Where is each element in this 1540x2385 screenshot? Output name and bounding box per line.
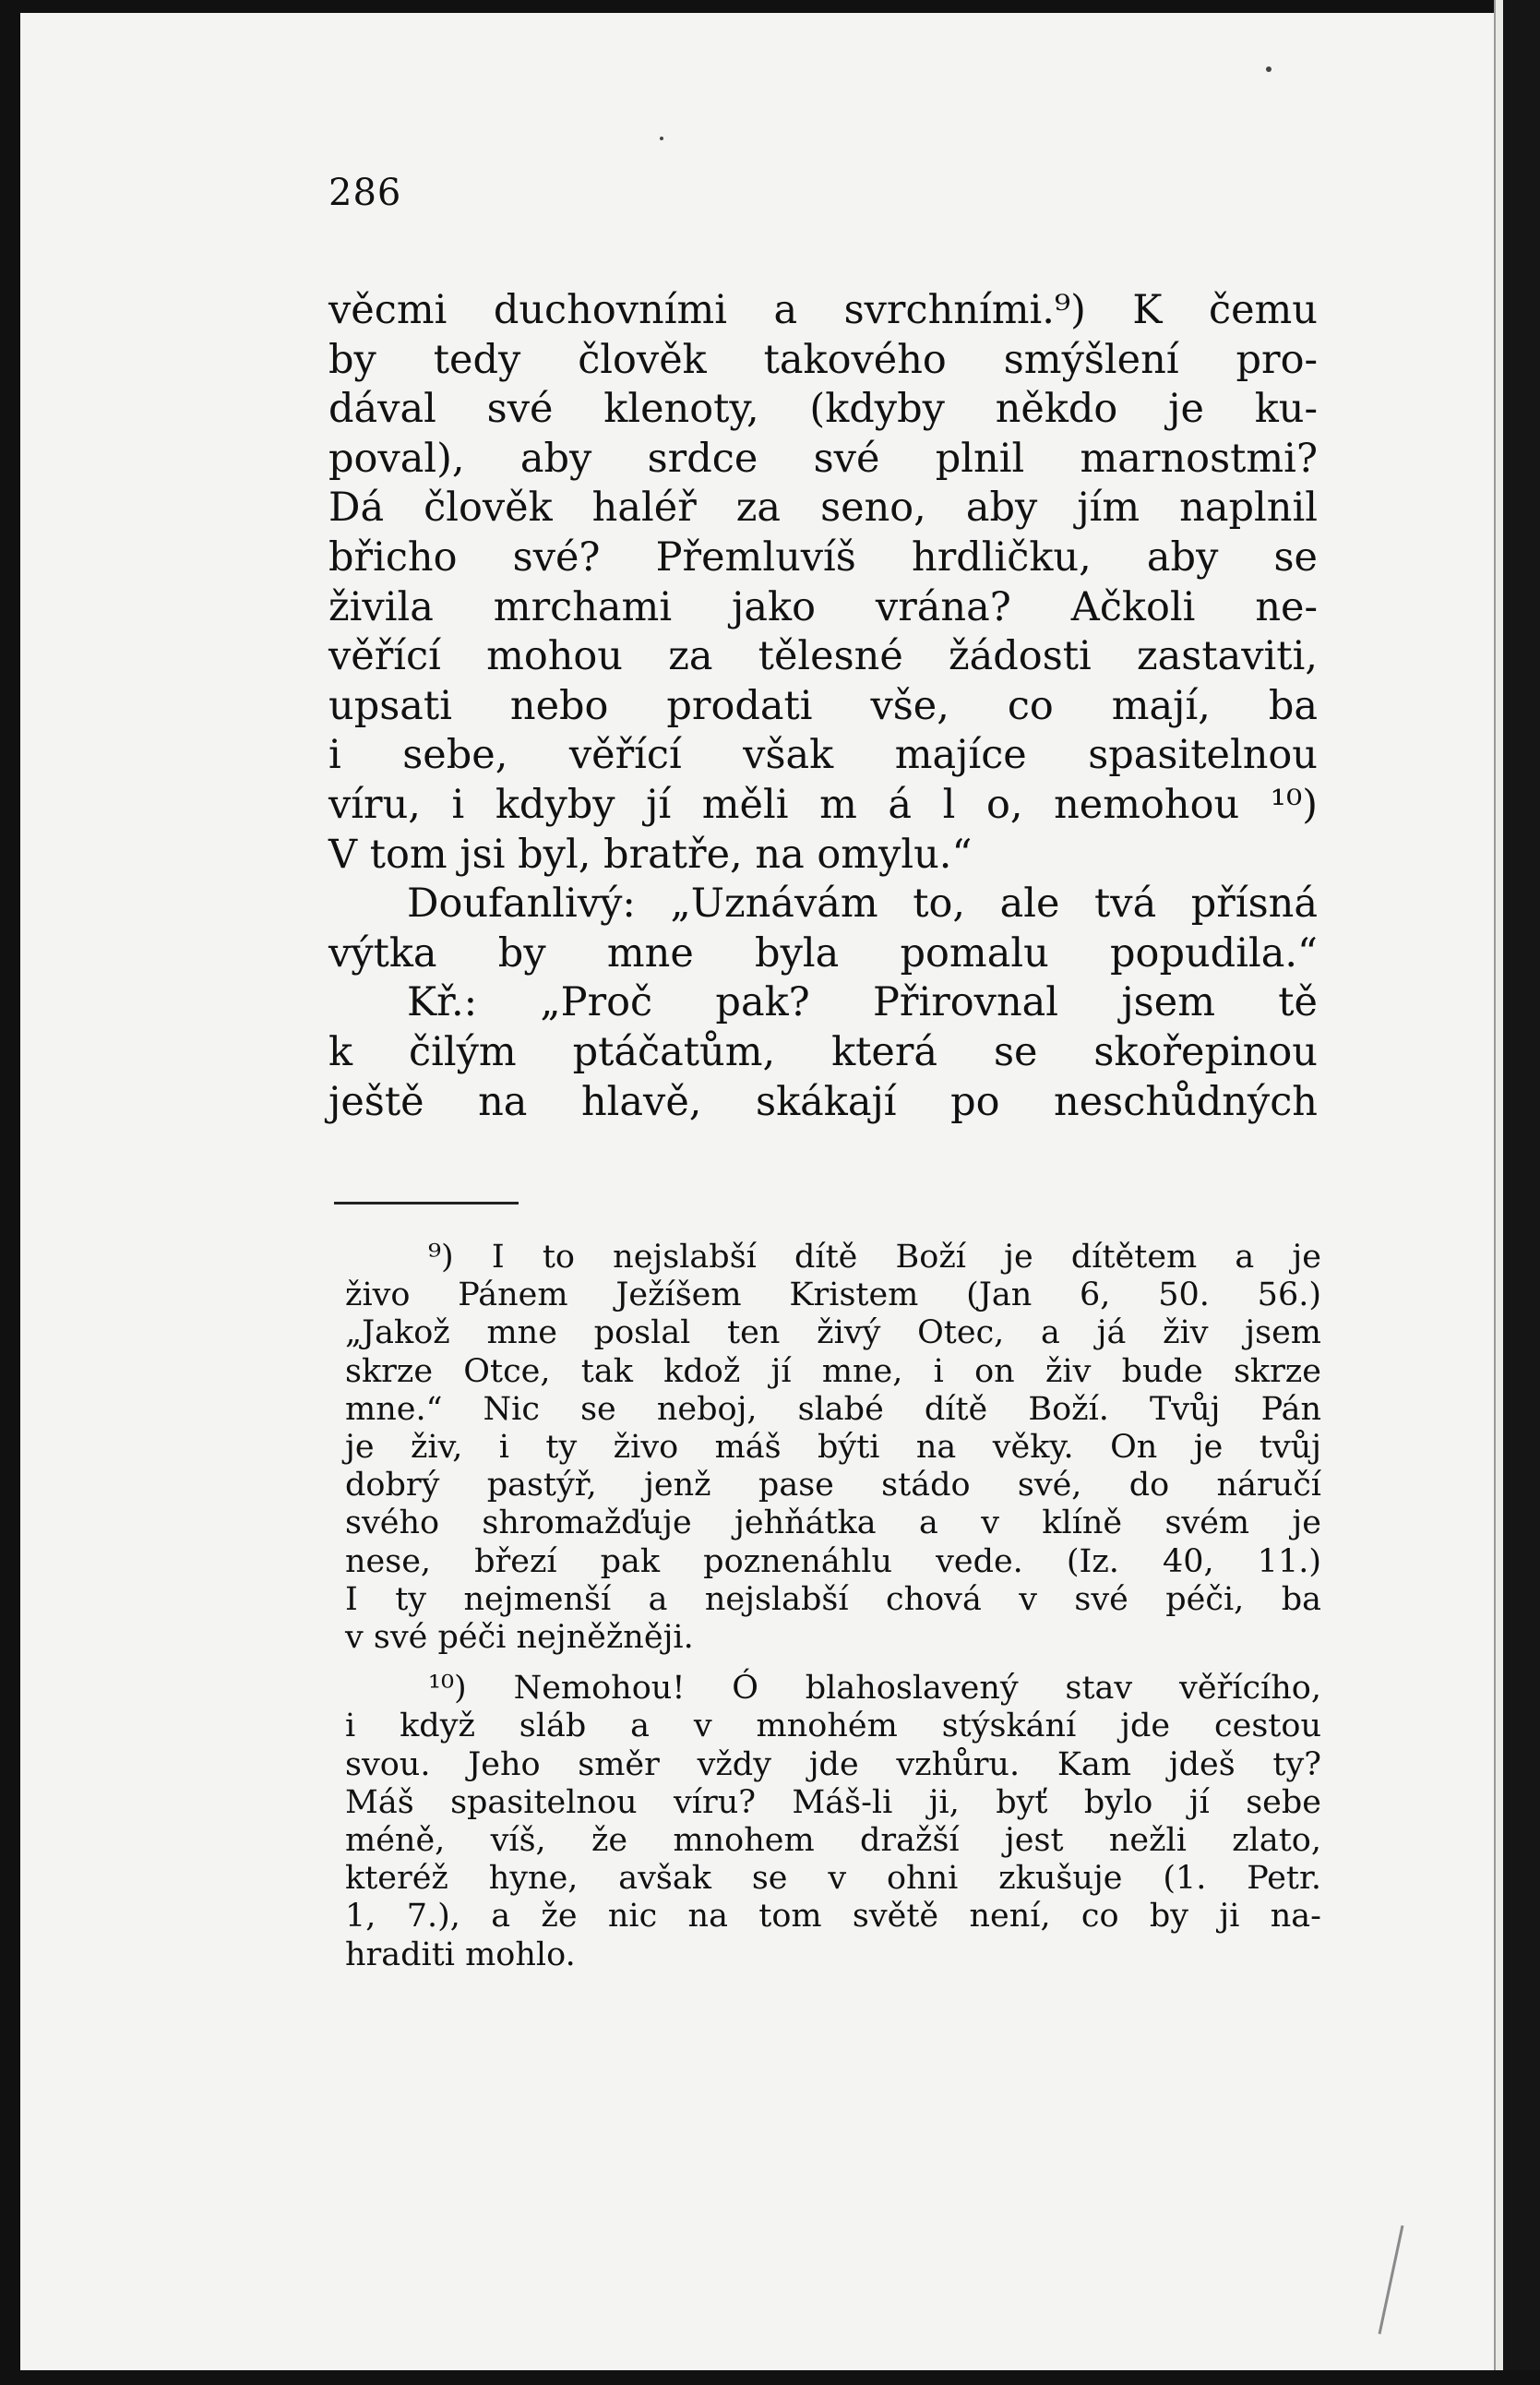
page-number: 286 xyxy=(328,172,402,214)
text-line: živila mrchami jako vrána? Ačkoli ne- xyxy=(328,583,1318,630)
text-line: k čilým ptáčatům, která se skořepinou xyxy=(328,1028,1318,1075)
text-line: poval), aby srdce své plnil marnostmi? xyxy=(328,435,1318,482)
scan-border-right xyxy=(1503,0,1540,2385)
footnote-9-line: v své péči nejněžněji. xyxy=(345,1619,694,1657)
footnote-gap xyxy=(345,1657,1321,1670)
footnote-10-line: svou. Jeho směr vždy jde vzhůru. Kam jdeš ty? xyxy=(345,1745,1321,1783)
footnote-10-line: hraditi mohlo. xyxy=(345,1936,576,1973)
text-line: věřící mohou za tělesné žádosti zastaviti, xyxy=(328,633,1318,680)
text-line: výtka by mne byla pomalu popudila.“ xyxy=(328,929,1318,977)
footnote-9-line: „Jakož mne poslal ten živý Otec, a já živ jsem xyxy=(345,1314,1321,1352)
footnote-10-line: i když sláb a v mnohém stýskání jde cestou xyxy=(345,1708,1321,1745)
text-line: břicho své? Přemluvíš hrdličku, aby se xyxy=(328,533,1318,581)
footnote-separator xyxy=(334,1202,519,1204)
text-line: Kř.: „Proč pak? Přirovnal jsem tě xyxy=(407,979,1318,1026)
footnote-9-line: je živ, i ty živo máš býti na věky. On je tvůj xyxy=(345,1429,1321,1467)
footnote-9-line: ⁹) I to nejslabší dítě Boží je dítětem a je xyxy=(428,1239,1321,1276)
body-text xyxy=(328,286,1318,1127)
footnote-10-line: 1, 7.), a že nic na tom světě není, co by ji na- xyxy=(345,1898,1321,1936)
footnote-10-line: Máš spasitelnou víru? Máš-li ji, byť bylo jí sebe xyxy=(345,1783,1321,1821)
text-line: ještě na hlavě, skákají po neschůdných xyxy=(328,1078,1318,1125)
footnote-9-line: živo Pánem Ježíšem Kristem (Jan 6, 50. 56.) xyxy=(345,1276,1321,1314)
footnote-9-line: dobrý pastýř, jenž pase stádo své, do náručí xyxy=(345,1467,1321,1504)
text-line: V tom jsi byl, bratře, na omylu.“ xyxy=(328,831,973,878)
text-line: upsati nebo prodati vše, co mají, ba xyxy=(328,682,1318,729)
text-line: Dá člověk haléř za seno, aby jím naplnil xyxy=(328,485,1318,532)
scan-scratch xyxy=(1379,2225,1404,2334)
footnote-9-line: nese, březí pak poznenáhlu vede. (Iz. 40, 11.) xyxy=(345,1542,1321,1580)
footnote-9-line: svého shromažďuje jehňátka a v klíně svém je xyxy=(345,1504,1321,1542)
scan-speck xyxy=(1266,66,1271,72)
footnote-9-line: mne.“ Nic se neboj, slabé dítě Boží. Tvůj Pán xyxy=(345,1390,1321,1428)
text-line: by tedy člověk takového smýšlení pro- xyxy=(328,336,1318,383)
footnote-9-line: skrze Otce, tak kdož jí mne, i on živ bude skrze xyxy=(345,1352,1321,1390)
scan-speck xyxy=(660,137,663,140)
footnotes xyxy=(345,1239,1321,1974)
footnote-10-line: méně, víš, že mnohem dražší jest nežli zlato, xyxy=(345,1822,1321,1860)
text-line: i sebe, věřící však majíce spasitelnou xyxy=(328,732,1318,779)
footnote-10-line: kteréž hyne, avšak se v ohni zkušuje (1. Petr. xyxy=(345,1860,1321,1898)
scan-border-top xyxy=(0,0,1540,13)
footnote-9-line: I ty nejmenší a nejslabší chová v své péči, ba xyxy=(345,1580,1321,1618)
footnote-10-line: ¹⁰) Nemohou! Ó blahoslavený stav věřícího, xyxy=(428,1670,1321,1708)
scan-border-left xyxy=(0,0,20,2385)
text-line: víru, i kdyby jí měli m á l o, nemohou ¹⁰) xyxy=(328,781,1318,828)
scan-border-bottom xyxy=(0,2370,1540,2385)
text-line: Doufanlivý: „Uznávám to, ale tvá přísná xyxy=(407,881,1318,928)
text-line: dával své klenoty, (kdyby někdo je ku- xyxy=(328,386,1318,433)
text-line: věcmi duchovními a svrchními.⁹) K čemu xyxy=(328,287,1318,333)
scan-border-right-edge xyxy=(1494,0,1503,2385)
